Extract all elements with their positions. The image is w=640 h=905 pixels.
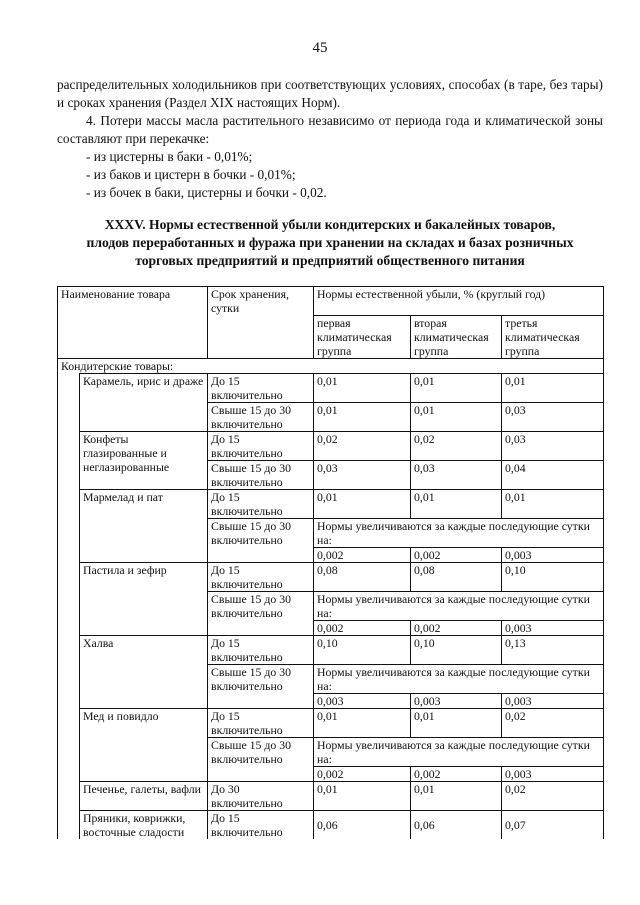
value-zone-1: 0,002	[314, 621, 411, 636]
value-zone-3: 0,07	[502, 811, 604, 840]
value-zone-2: 0,01	[411, 709, 502, 738]
increase-note: Нормы увеличиваются за каждые последующие сутки на:	[314, 738, 604, 767]
value-zone-1: 0,06	[314, 811, 411, 840]
value-zone-3: 0,01	[502, 374, 604, 403]
value-zone-3: 0,13	[502, 636, 604, 665]
increase-note: Нормы увеличиваются за каждые последующие сутки на:	[314, 519, 604, 548]
storage-term: Свыше 15 до 30 включительно	[208, 738, 314, 782]
value-zone-2: 0,01	[411, 403, 502, 432]
value-zone-3: 0,03	[502, 403, 604, 432]
header-storage: Срок хранения, сутки	[208, 287, 314, 359]
value-zone-1: 0,002	[314, 767, 411, 782]
value-zone-1: 0,002	[314, 548, 411, 563]
heading-line: торговых предприятий и предприятий общественного питания	[135, 253, 525, 268]
value-zone-1: 0,08	[314, 563, 411, 592]
value-zone-3: 0,01	[502, 490, 604, 519]
page-number: 45	[312, 40, 328, 56]
storage-term: До 15 включительно	[208, 709, 314, 738]
product-name: Халва	[80, 636, 208, 709]
heading-line: плодов переработанных и фуража при хранении на складах и базах розничных	[86, 235, 574, 250]
value-zone-2: 0,002	[411, 621, 502, 636]
value-zone-3: 0,003	[502, 621, 604, 636]
product-name: Пряники, коврижки, восточные сладости	[80, 811, 208, 840]
product-name: Печенье, галеты, вафли	[80, 782, 208, 811]
value-zone-2: 0,03	[411, 461, 502, 490]
value-zone-3: 0,003	[502, 694, 604, 709]
storage-term: До 15 включительно	[208, 490, 314, 519]
value-zone-3: 0,003	[502, 767, 604, 782]
indent-column	[58, 374, 80, 840]
header-product: Наименование товара	[58, 287, 208, 359]
category-row: Кондитерские товары:	[58, 359, 604, 374]
value-zone-3: 0,10	[502, 563, 604, 592]
product-name: Мед и повидло	[80, 709, 208, 782]
value-zone-1: 0,01	[314, 403, 411, 432]
value-zone-2: 0,002	[411, 767, 502, 782]
header-zone-3: третья климатическая группа	[502, 316, 604, 359]
value-zone-2: 0,01	[411, 490, 502, 519]
intro-paragraph-1: распределительных холодильников при соответствующих условиях, способах (в таре, без тары) и сроках хранения (Раздел XIX настоящих Норм).	[57, 77, 603, 110]
storage-term: До 30 включительно	[208, 782, 314, 811]
storage-term: До 15 включительно	[208, 432, 314, 461]
storage-term: До 15 включительно	[208, 636, 314, 665]
value-zone-3: 0,02	[502, 782, 604, 811]
storage-term: До 15 включительно	[208, 811, 314, 840]
storage-term: Свыше 15 до 30 включительно	[208, 665, 314, 709]
storage-term: Свыше 15 до 30 включительно	[208, 519, 314, 563]
increase-note: Нормы увеличиваются за каждые последующие сутки на:	[314, 592, 604, 621]
value-zone-1: 0,01	[314, 782, 411, 811]
value-zone-1: 0,01	[314, 374, 411, 403]
norms-table	[57, 286, 604, 839]
value-zone-1: 0,02	[314, 432, 411, 461]
product-name: Конфеты глазированные и неглазированные	[80, 432, 208, 490]
heading-line: XXXV. Нормы естественной убыли кондитерских и бакалейных товаров,	[104, 217, 556, 232]
storage-term: До 15 включительно	[208, 374, 314, 403]
value-zone-3: 0,04	[502, 461, 604, 490]
storage-term: Свыше 15 до 30 включительно	[208, 461, 314, 490]
header-zone-1: первая климатическая группа	[314, 316, 411, 359]
bullet-item: - из цистерны в баки - 0,01%;	[86, 149, 253, 164]
product-name: Карамель, ирис и драже	[80, 374, 208, 432]
value-zone-2: 0,01	[411, 374, 502, 403]
bullet-item: - из баков и цистерн в бочки - 0,01%;	[86, 167, 296, 182]
intro-text	[57, 76, 603, 202]
value-zone-2: 0,02	[411, 432, 502, 461]
value-zone-1: 0,10	[314, 636, 411, 665]
intro-paragraph-2: 4. Потери массы масла растительного независимо от периода года и климатической зоны составляют при перекачке:	[57, 113, 603, 146]
value-zone-2: 0,01	[411, 782, 502, 811]
value-zone-2: 0,06	[411, 811, 502, 840]
value-zone-3: 0,03	[502, 432, 604, 461]
bullet-item: - из бочек в баки, цистерны и бочки - 0,02.	[86, 185, 327, 200]
value-zone-1: 0,01	[314, 709, 411, 738]
header-norms: Нормы естественной убыли, % (круглый год)	[314, 287, 604, 316]
value-zone-3: 0,003	[502, 548, 604, 563]
product-name: Мармелад и пат	[80, 490, 208, 563]
value-zone-3: 0,02	[502, 709, 604, 738]
value-zone-2: 0,003	[411, 694, 502, 709]
storage-term: Свыше 15 до 30 включительно	[208, 592, 314, 636]
storage-term: До 15 включительно	[208, 563, 314, 592]
value-zone-2: 0,002	[411, 548, 502, 563]
value-zone-1: 0,03	[314, 461, 411, 490]
value-zone-2: 0,10	[411, 636, 502, 665]
section-heading	[57, 216, 603, 270]
value-zone-1: 0,01	[314, 490, 411, 519]
product-name: Пастила и зефир	[80, 563, 208, 636]
value-zone-2: 0,08	[411, 563, 502, 592]
increase-note: Нормы увеличиваются за каждые последующие сутки на:	[314, 665, 604, 694]
storage-term: Свыше 15 до 30 включительно	[208, 403, 314, 432]
value-zone-1: 0,003	[314, 694, 411, 709]
header-zone-2: вторая климатическая группа	[411, 316, 502, 359]
